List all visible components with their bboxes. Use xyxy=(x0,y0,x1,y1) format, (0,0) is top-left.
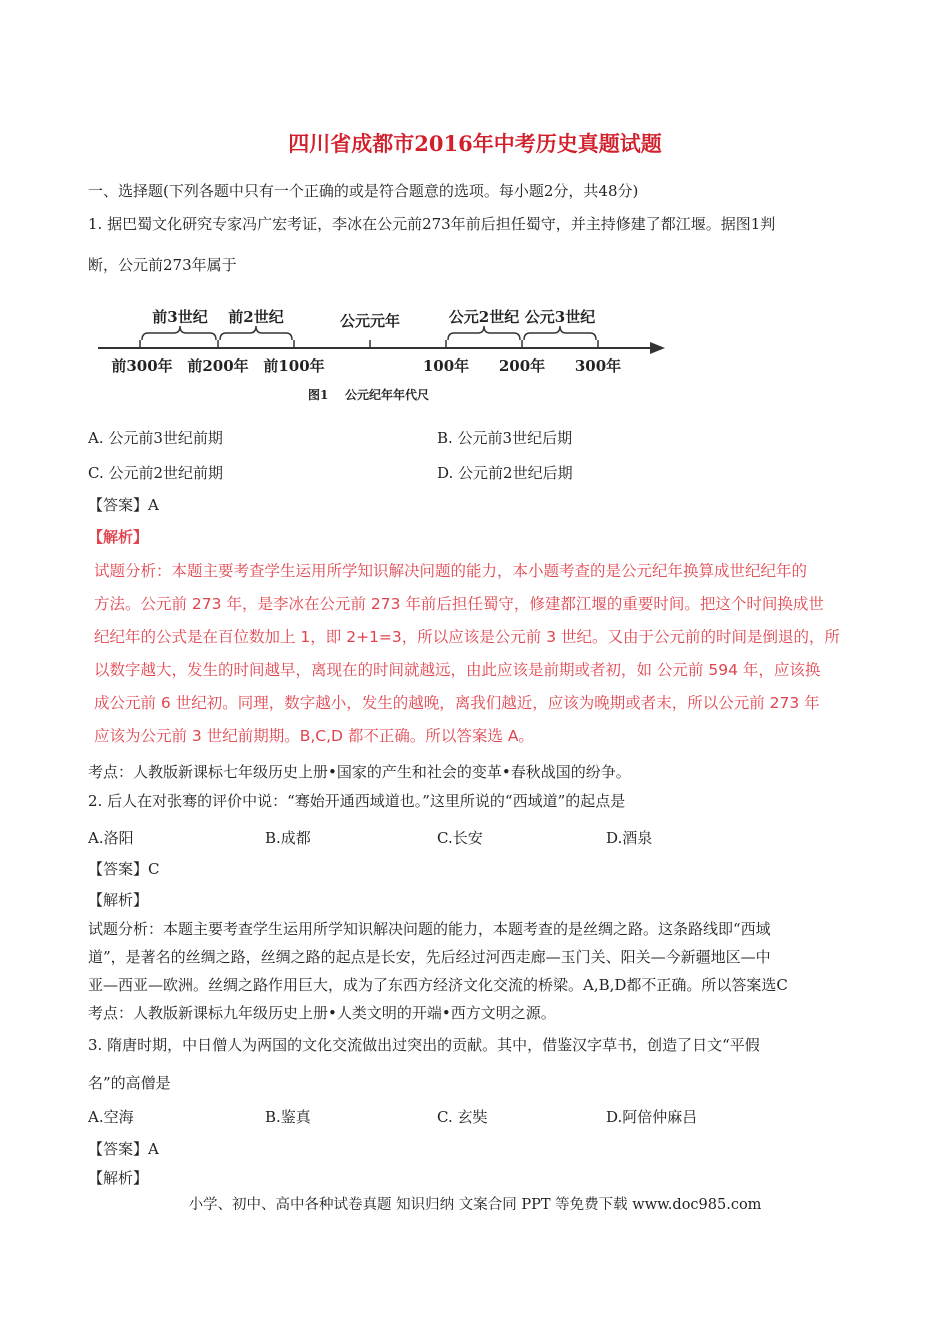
label-200bc: 前200年 xyxy=(187,357,249,375)
q2-option-a: A.洛阳 xyxy=(88,829,134,847)
q1-kaodian: 考点：人教版新课标七年级历史上册•国家的产生和社会的变革•春秋战国的纷争。 xyxy=(88,763,631,781)
q2-analysis-line: 道”，是著名的丝绸之路，丝绸之路的起点是长安，先后经过河西走廊—玉门关、阳关—今新疆地区—中 xyxy=(88,948,771,966)
label-300ad: 300年 xyxy=(574,357,622,375)
q3-option-c: C. 玄奘 xyxy=(437,1108,488,1126)
figure-caption: 图1 公元纪年年代尺 xyxy=(308,388,430,402)
q2-kaodian: 考点：人教版新课标九年级历史上册•人类文明的开端•西方文明之源。 xyxy=(88,1004,556,1022)
q3-answer: 【答案】A xyxy=(88,1140,159,1158)
q1-option-c: C. 公元前2世纪前期 xyxy=(88,464,224,482)
page-footer: 小学、初中、高中各种试卷真题 知识归纳 文案合同 PPT 等免费下载 www.doc985.com xyxy=(188,1197,762,1213)
q3-option-b: B.鉴真 xyxy=(265,1108,311,1126)
q1-analysis-line: 以数字越大，发生的时间越早，离现在的时间就越远，由此应该是前期或者初，如 公元前 594 年，应该换 xyxy=(94,661,821,679)
section-heading: 一、选择题(下列各题中只有一个正确的或是符合题意的选项。每小题2分，共48分) xyxy=(88,182,639,200)
q1-stem-line2: 断，公元前273年属于 xyxy=(88,256,237,274)
q2-answer: 【答案】C xyxy=(88,860,160,878)
label-2nd-century-ad: 公元2世纪 xyxy=(448,308,520,326)
q3-stem-line1: 3. 隋唐时期，中日僧人为两国的文化交流做出过突出的贡献。其中，借鉴汉字草书，创造了日文“平假 xyxy=(88,1036,760,1054)
label-100ad: 100年 xyxy=(422,357,470,375)
brace-2nd-bc xyxy=(220,326,292,340)
q1-analysis-line: 应该为公元前 3 世纪前期期。B,C,D 都不正确。所以答案选 A。 xyxy=(94,727,534,745)
q3-option-d: D.阿倍仲麻吕 xyxy=(606,1108,698,1126)
q2-analysis-line: 试题分析：本题主要考查学生运用所学知识解决问题的能力，本题考查的是丝绸之路。这条路线即“西域 xyxy=(88,920,771,938)
q1-option-a: A. 公元前3世纪前期 xyxy=(88,429,223,447)
q1-analysis-line: 纪纪年的公式是在百位数加上 1，即 2+1=3，所以应该是公元前 3 世纪。又由于公元前的时间是倒退的，所 xyxy=(94,628,840,646)
page-title: 四川省成都市2016年中考历史真题试题 xyxy=(288,131,662,156)
brace-3rd-ad xyxy=(524,326,596,340)
label-2nd-century-bc: 前2世纪 xyxy=(228,308,284,326)
q1-stem-line1: 1. 据巴蜀文化研究专家冯广宏考证，李冰在公元前273年前后担任蜀守，并主持修建了都江堰。据图1判 xyxy=(88,215,776,233)
q2-stem: 2. 后人在对张骞的评价中说：“骞始开通西域道也。”这里所说的“西域道”的起点是 xyxy=(88,792,626,810)
brace-3rd-bc xyxy=(142,326,216,340)
q2-option-c: C.长安 xyxy=(437,829,483,847)
q2-option-d: D.酒泉 xyxy=(606,829,653,847)
label-year-one: 公元元年 xyxy=(339,312,401,330)
q2-option-b: B.成都 xyxy=(265,829,311,847)
label-200ad: 200年 xyxy=(498,357,546,375)
q1-analysis-label: 【解析】 xyxy=(88,528,149,546)
label-3rd-century-ad: 公元3世纪 xyxy=(524,308,596,326)
label-100bc: 前100年 xyxy=(263,357,325,375)
q3-option-a: A.空海 xyxy=(88,1108,134,1126)
brace-2nd-ad xyxy=(448,326,520,340)
label-3rd-century-bc: 前3世纪 xyxy=(152,308,208,326)
timeline-arrow xyxy=(650,342,665,354)
q1-analysis-text xyxy=(94,555,862,753)
q2-analysis-label: 【解析】 xyxy=(88,891,149,909)
q2-analysis-line: 亚—西亚—欧洲。丝绸之路作用巨大，成为了东西方经济文化交流的桥梁。A,B,D都不正确。所以答案选C xyxy=(88,976,788,994)
q1-answer: 【答案】A xyxy=(88,496,159,514)
q1-option-b: B. 公元前3世纪后期 xyxy=(437,429,573,447)
q1-analysis-line: 成公元前 6 世纪初。同理，数字越小，发生的越晚，离我们越近，应该为晚期或者末，所以公元前 273 年 xyxy=(94,694,820,712)
q1-analysis-line: 试题分析：本题主要考查学生运用所学知识解决问题的能力，本小题考查的是公元纪年换算成世纪纪年的 xyxy=(94,562,808,580)
q3-analysis-label: 【解析】 xyxy=(88,1169,149,1187)
q3-stem-line2: 名”的高僧是 xyxy=(88,1074,171,1092)
q1-analysis-line: 方法。公元前 273 年，是李冰在公元前 273 年前后担任蜀守，修建都江堰的重要时间。把这个时间换成世 xyxy=(94,595,824,613)
q1-option-d: D. 公元前2世纪后期 xyxy=(437,464,573,482)
timeline-figure xyxy=(90,300,690,410)
label-300bc: 前300年 xyxy=(111,357,173,375)
